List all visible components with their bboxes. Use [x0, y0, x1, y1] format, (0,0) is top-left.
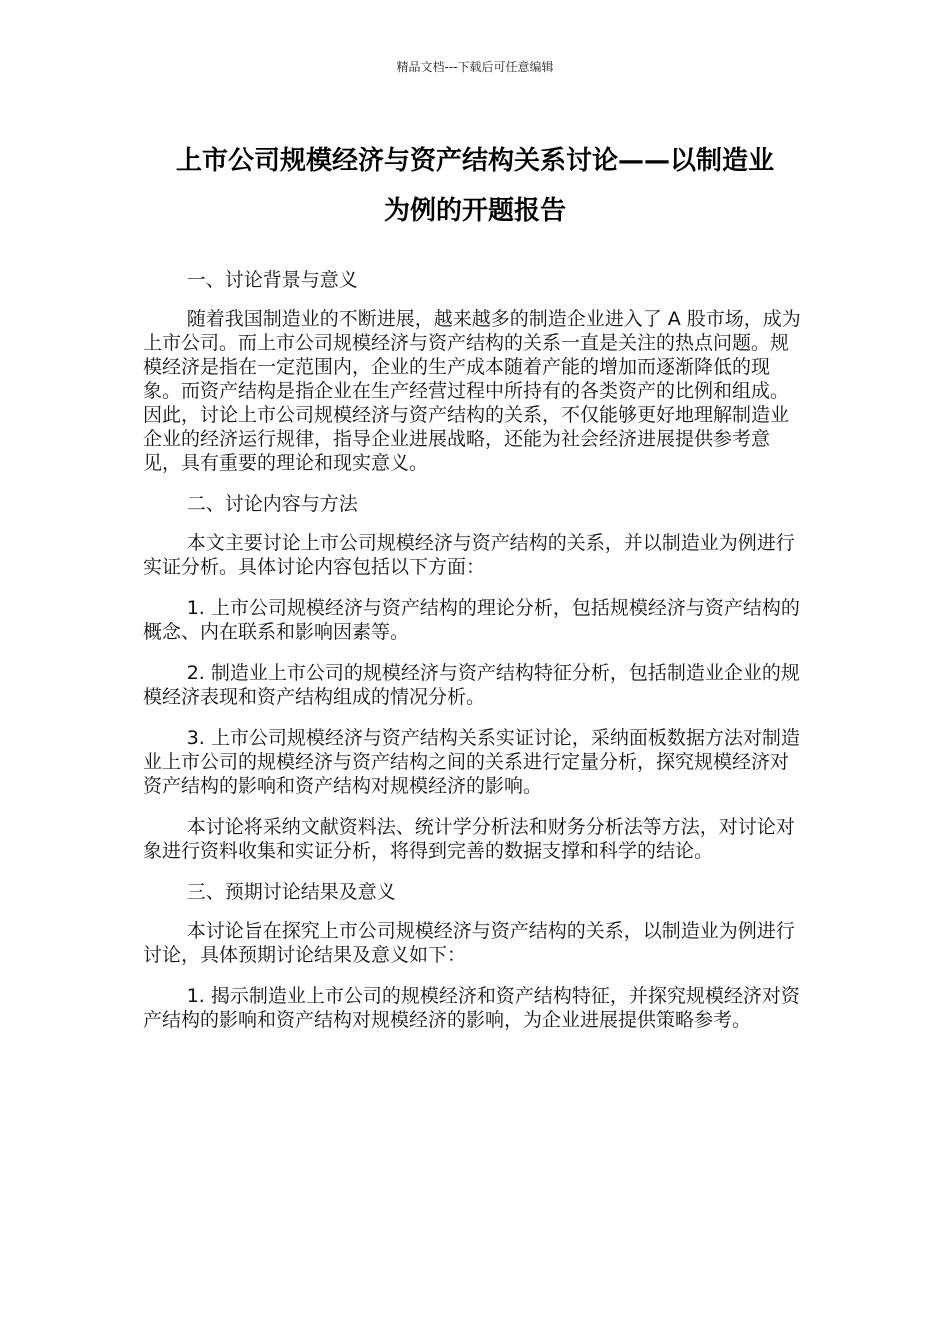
section-2-heading: 二、讨论内容与方法	[186, 493, 358, 515]
title-line-2: 为例的开题报告	[383, 196, 566, 226]
title-line-1: 上市公司规模经济与资产结构关系讨论——以制造业	[175, 146, 774, 176]
document-body	[143, 268, 805, 1049]
section-2-item-1: 1. 上市公司规模经济与资产结构的理论分析，包括规模经济与资产结构的概念、内在联系和影响因素等。	[143, 597, 800, 643]
page-header: 精品文档---下载后可任意编辑	[396, 60, 554, 74]
section-3-item-1: 1. 揭示制造业上市公司的规模经济和资产结构特征，并探究规模经济对资产结构的影响和资产结构对规模经济的影响，为企业进展提供策略参考。	[143, 985, 800, 1031]
section-1-paragraph: 随着我国制造业的不断进展，越来越多的制造企业进入了 A 股市场，成为上市公司。而上市公司规模经济与资产结构的关系一直是关注的热点问题。规模经济是指在一定范围内，企业的生产成本随着产能的增加而逐渐降低的现象。而资产结构是指企业在生产经营过程中所持有的各类资产的比例和组成。因此，讨论上市公司规模经济与资产结构的关系，不仅能够更好地理解制造业企业的经济运行规律，指导企业进展战略，还能为社会经济进展提供参考意见，具有重要的理论和现实意义。	[143, 308, 801, 474]
section-2-item-3: 3. 上市公司规模经济与资产结构关系实证讨论，采纳面板数据方法对制造业上市公司的规模经济与资产结构之间的关系进行定量分析，探究规模经济对资产结构的影响和资产结构对规模经济的影响。	[143, 727, 800, 797]
section-1-heading: 一、讨论背景与意义	[186, 269, 358, 291]
section-3-heading: 三、预期讨论结果及意义	[186, 881, 396, 903]
document-title	[140, 136, 810, 236]
section-2-methods: 本讨论将采纳文献资料法、统计学分析法和财务分析法等方法，对讨论对象进行资料收集和实证分析，将得到完善的数据支撑和科学的结论。	[143, 816, 795, 862]
section-3-intro: 本讨论旨在探究上市公司规模经济与资产结构的关系，以制造业为例进行讨论，具体预期讨论结果及意义如下：	[143, 920, 795, 966]
section-2-item-2: 2. 制造业上市公司的规模经济与资产结构特征分析，包括制造业企业的规模经济表现和资产结构组成的情况分析。	[143, 662, 800, 708]
section-2-intro: 本文主要讨论上市公司规模经济与资产结构的关系，并以制造业为例进行实证分析。具体讨论内容包括以下方面：	[143, 532, 795, 578]
